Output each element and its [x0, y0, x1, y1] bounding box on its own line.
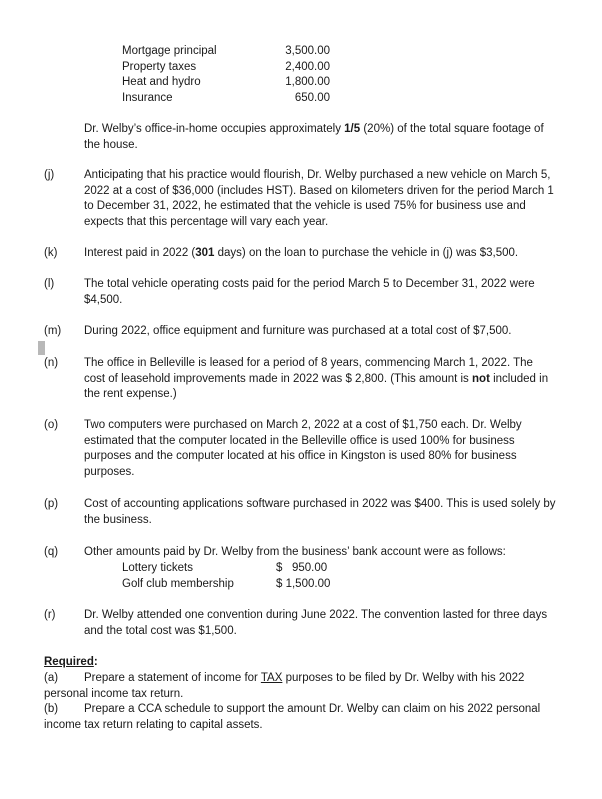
- expense-label: Property taxes: [122, 60, 197, 73]
- other-amount-label: Golf club membership: [122, 577, 234, 590]
- item-text-j: Anticipating that his practice would flourish, Dr. Welby purchased a new vehicle on March 5, 2022 at a cost of $36,000 (includes HST). Based on kilometers driven for the period March 1 to December 31, 2022, he estimated that the vehicle is used 75% for business use and expects that this percentage will vary each year.: [84, 169, 554, 228]
- item-n-pre: The office in Belleville is leased for a period of 8 years, commencing March 1, 2022. The cost of leasehold improvements made in 2022 was $ 2,800. (This amount is: [84, 357, 533, 385]
- item-text-n: [84, 356, 556, 403]
- office-note-fraction: 1/5: [344, 123, 361, 135]
- required-heading-colon: :: [93, 656, 98, 668]
- item-label-r: (r): [44, 609, 56, 621]
- item-label-q: (q): [44, 546, 59, 558]
- item-text-l: The total vehicle operating costs paid for the period March 5 to December 31, 2022 were $4,500.: [84, 278, 535, 306]
- item-label-p: (p): [44, 498, 59, 510]
- other-amount-row: [122, 577, 362, 593]
- expense-row: [122, 75, 362, 91]
- expense-row: [122, 44, 362, 60]
- required-b-text: Prepare a CCA schedule to support the amount Dr. Welby can claim on his 2022 personal income tax return relating to capital assets.: [44, 703, 541, 731]
- expense-label: Insurance: [122, 91, 173, 104]
- required-a-tax: TAX: [260, 672, 283, 684]
- item-text-r: Dr. Welby attended one convention during June 2022. The convention lasted for three days and the total cost was $1,500.: [84, 609, 548, 637]
- item-label-k: (k): [44, 247, 58, 259]
- office-note-pre: Dr. Welby’s office-in-home occupies approximately: [84, 123, 345, 135]
- expense-amount: 3,500.00: [285, 45, 330, 57]
- other-amounts-table: [122, 561, 362, 592]
- other-amount-value: $ 950.00: [276, 562, 328, 574]
- required-part-b: [44, 702, 556, 733]
- item-n-post: included in the rent expense.): [84, 372, 549, 400]
- other-amount-row: [122, 561, 362, 577]
- expense-amount: 650.00: [294, 91, 330, 104]
- item-text-m: During 2022, office equipment and furniture was purchased at a total cost of $7,500.: [84, 325, 512, 337]
- item-k-post: days) on the loan to purchase the vehicle in (j) was $3,500.: [214, 247, 519, 259]
- item-text-k: [84, 246, 556, 262]
- office-note-post: (20%) of the total square footage of the house.: [84, 123, 544, 151]
- expense-amount: 1,800.00: [285, 76, 330, 88]
- item-text-q: Other amounts paid by Dr. Welby from the business’ bank account were as follows:: [84, 546, 506, 558]
- item-text-p: Cost of accounting applications software purchased in 2022 was $400. This is used solely by the business.: [84, 498, 556, 526]
- required-a-label: (a): [44, 672, 59, 684]
- required-a-post: purposes to be filed by Dr. Welby with his 2022 personal income tax return.: [44, 672, 525, 700]
- required-heading-text: Required: [44, 656, 94, 668]
- required-a-pre: Prepare a statement of income for: [84, 672, 261, 684]
- item-text-o: Two computers were purchased on March 2, 2022 at a cost of $1,750 each. Dr. Welby estimated that the computer located in the Belleville office is used 100% for business purposes and the computer located at his office in Kingston is used 80% for business purposes.: [84, 419, 522, 478]
- expense-row: [122, 60, 362, 76]
- expense-amount: 2,400.00: [285, 60, 330, 73]
- item-k-pre: Interest paid in 2022 (: [84, 247, 196, 259]
- item-label-o: (o): [44, 419, 59, 431]
- other-amount-value: $ 1,500.00: [276, 577, 331, 590]
- change-bar-marker: [38, 341, 45, 355]
- office-note: [84, 122, 556, 153]
- expense-table: [122, 44, 362, 106]
- other-amount-label: Lottery tickets: [122, 562, 193, 574]
- item-label-l: (l): [44, 278, 55, 290]
- item-label-j: (j): [44, 169, 55, 181]
- required-heading: [44, 655, 98, 671]
- required-part-a: [44, 671, 556, 702]
- expense-label: Heat and hydro: [122, 76, 201, 88]
- item-label-m: (m): [44, 325, 62, 337]
- expense-row: [122, 91, 362, 107]
- expense-label: Mortgage principal: [122, 45, 217, 57]
- item-k-days: 301: [195, 247, 215, 259]
- item-label-n: (n): [44, 357, 59, 369]
- required-b-label: (b): [44, 703, 59, 715]
- item-n-not: not: [472, 372, 490, 385]
